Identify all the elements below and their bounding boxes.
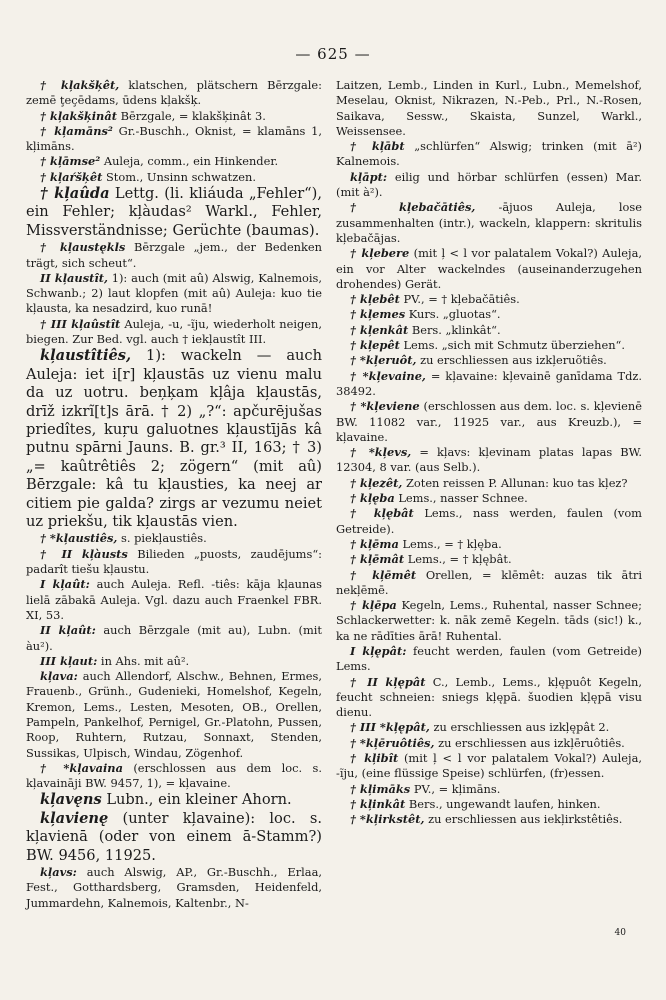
- entry-definition: Laitzen, Lemb., Linden in Kurl., Lubn., Memelshof, Meselau, Oknist, Nikrazen, N.-Peb., Prl., N.-Rosen, Saikava, Sessw., Skaista, Sunzel, Warkl., Weissensee.: [336, 78, 642, 138]
- entry-headword: † II kļàusts: [40, 546, 128, 561]
- entry-definition: (erschlossen aus dem. loc. s. kļevienē BW. 11082 var., 11925 var., aus Kreuzb.), = kļavaine.: [336, 399, 642, 444]
- entry-definition: Auleja, -u, -ĩju, wiederholt neigen, biegen. Zur Bed. vgl. auch † iekļaustît III.: [26, 316, 322, 347]
- entry-headword: III kļaut:: [40, 653, 98, 668]
- entry-definition: Gr.-Buschh., Oknist, = klamāns 1, kļimāns.: [26, 123, 322, 154]
- entry-definition: zu erschliessen aus izkļēruôtiês.: [434, 735, 625, 750]
- entry-definition: „schlürfen“ Alswig; trinken (mit ā²) Kalnemois.: [336, 139, 643, 169]
- entry-definition: zu erschliessen aus iekļirkstêtiês.: [424, 812, 623, 827]
- entry-headword: † kļepêt: [350, 338, 400, 353]
- entry-headword: † kļakšķinât: [40, 108, 117, 123]
- dictionary-entry: [26, 240, 322, 271]
- entry-headword: I kļępât:: [350, 643, 407, 658]
- entry-headword: kļavienę: [40, 809, 109, 827]
- entry-definition: Kurs. „gluotas“.: [405, 307, 501, 322]
- entry-definition: (mit ļ < l vor palatalem Vokal?) Auleja, -ĩju, (eine flüssige Speise) schlürfen, (fr)essen.: [336, 751, 642, 781]
- entry-definition: Lems., = † kļębât.: [404, 552, 512, 567]
- entry-headword: † kļezêt,: [350, 475, 403, 490]
- entry-definition: (erschlossen aus dem loc. s. kļavaināji BW. 9457, 1), = kļavaine.: [26, 760, 322, 791]
- entry-definition: Lems., nasser Schnee.: [394, 491, 528, 506]
- entry-definition: auch Auleja. Refl. -tiês: kāja kļaunas lielā zābakā Auleja. Vgl. dazu auch Fraenkel FBR. XI, 53.: [26, 577, 322, 622]
- dictionary-entry: [26, 78, 322, 109]
- dictionary-entry: [26, 791, 322, 809]
- page-number: — 625 —: [295, 45, 371, 63]
- entry-headword: † kļibît: [350, 751, 399, 766]
- dictionary-entry: [336, 353, 642, 368]
- dictionary-entry: [336, 537, 642, 552]
- entry-definition: 1): auch (mit aû) Alswig, Kalnemois, Schwanb.; 2) laut klopfen (mit aû) Auleja: kuo tie kļausta, ka nesadzird, kuo runā!: [26, 270, 322, 316]
- entry-headword: † kļaŕšķêt: [40, 169, 103, 184]
- entry-headword: † kļamāns²: [40, 123, 113, 138]
- entry-headword: † *kļaustiês,: [40, 531, 118, 546]
- entry-definition: klatschen, plätschern Bērzgale: zemē ţeçēdams, ūdens kļakšķ.: [26, 78, 322, 108]
- entry-definition: Bērzgale „jem., der Bedenken trägt, sich scheut“.: [26, 240, 322, 270]
- entry-definition: in Ahs. mit aû².: [97, 653, 190, 668]
- entry-headword: kļava:: [40, 669, 78, 684]
- dictionary-entry: [336, 445, 642, 476]
- dictionary-entry: [26, 271, 322, 317]
- right-column: [336, 78, 642, 828]
- dictionary-entry: [26, 865, 322, 911]
- entry-headword: † II kļępât: [350, 674, 426, 689]
- dictionary-entry: [336, 552, 642, 567]
- dictionary-entry: [336, 369, 642, 400]
- dictionary-entry: [336, 736, 642, 751]
- entry-definition: 1): wackeln — auch Auleja: iet i[r] kļaustās uz vienu malu da uz uotru. beņķam kļâja kļaustās, drīž izkrĩ[t]s ārā. † 2) „?“: apčurējušas priedîtes, kuŗu galuotnes kļaustījās kâ putnu spārni Jauns. B. gr.³ II, 163; † 3) „= kaûtrêtiês 2; zögern“ (mit aû) Bērzgale: kâ tu kļausties, ka neej ar citiem pie galda? zirgs ar vezumu neiet uz priekšu, tik kļaustās vien.: [26, 347, 322, 531]
- entry-headword: II kļaût:: [40, 623, 96, 638]
- printer-signature: 40: [614, 928, 626, 938]
- dictionary-entry: [336, 323, 642, 338]
- dictionary-entry: [26, 547, 322, 578]
- entry-definition: s. piekļaustiês.: [117, 531, 207, 546]
- dictionary-entry: [26, 577, 322, 623]
- dictionary-entry: [336, 782, 642, 797]
- entry-headword: † kļębât: [350, 506, 414, 521]
- entry-headword: † kļinkât: [350, 796, 406, 811]
- entry-definition: Lettg. (li. kliáuda „Fehler“), ein Fehler; kļàudas² Warkl., Fehler, Missverständnisse; Gerüchte (baumas).: [26, 185, 322, 239]
- entry-definition: Lems. „sich mit Schmutz überziehen“.: [399, 338, 625, 353]
- dictionary-entry: [336, 720, 642, 735]
- entry-headword: I kļaût:: [40, 577, 90, 592]
- entry-headword: II kļaustît,: [40, 270, 108, 285]
- entry-headword: † kļakšķêt,: [40, 78, 120, 92]
- entry-headword: † kļebere: [350, 246, 410, 261]
- entry-definition: Bers. „klinkât“.: [408, 322, 501, 337]
- entry-definition: -ājuos Auleja, lose zusammenhalten (intr.), wackeln, klappern: skritulis kļebačājas.: [336, 200, 642, 245]
- entry-headword: † *kļeviene: [350, 399, 420, 414]
- entry-definition: Auleja, comm., ein Hinkender.: [100, 154, 279, 169]
- dictionary-entry: [26, 109, 322, 124]
- entry-headword: † *kļēruôtiês,: [350, 735, 435, 750]
- dictionary-entry: [26, 531, 322, 546]
- dictionary-entry: [26, 154, 322, 169]
- dictionary-entry: [336, 506, 642, 537]
- dictionary-entry: [336, 598, 642, 644]
- entry-headword: kļaustîtiês,: [40, 347, 132, 365]
- dictionary-entry: [26, 347, 322, 531]
- entry-headword: † kļenkât: [350, 322, 409, 337]
- dictionary-entry: [336, 751, 642, 782]
- entry-definition: (unter kļavaine): loc. s. kļavienā (oder von einem ā-Stamm?) BW. 9456, 11925.: [26, 809, 322, 864]
- dictionary-entry: [336, 246, 642, 292]
- dictionary-entry: [336, 568, 642, 599]
- dictionary-entry: [26, 170, 322, 185]
- entry-headword: † kļęba: [350, 491, 395, 506]
- entry-definition: Lems., = † kļęba.: [398, 536, 502, 551]
- dictionary-entry: [336, 292, 642, 307]
- entry-definition: auch Bērzgale (mit au), Lubn. (mit àu²).: [26, 623, 322, 653]
- entry-definition: Zoten reissen P. Allunan: kuo tas kļez?: [402, 475, 628, 490]
- entry-headword: † kļēma: [350, 536, 399, 551]
- entry-definition: C., Lemb., Lems., kļępuôt Kegeln, feucht schneien: sniegs kļępā. šuodien kļępā visu dienu.: [336, 674, 642, 720]
- entry-definition: Bers., ungewandt laufen, hinken.: [405, 796, 601, 811]
- entry-headword: † kļēmât: [350, 552, 405, 567]
- entry-headword: † kļebačātiês,: [350, 200, 476, 215]
- entry-headword: † kļēpa: [350, 598, 397, 613]
- entry-headword: † III kļaûstît: [40, 316, 121, 331]
- left-column: [26, 78, 322, 911]
- entry-definition: (mit ļ < l vor palatalem Vokal?) Auleja, ein vor Alter wackelndes (auseinanderzugehen drohendes) Gerät.: [336, 246, 642, 291]
- dictionary-entry: [336, 200, 642, 246]
- entry-headword: † kļemes: [350, 307, 406, 322]
- dictionary-entry: [26, 124, 322, 155]
- dictionary-entry: [26, 654, 322, 669]
- entry-definition: zu erschliessen aus izkļępât 2.: [429, 720, 610, 735]
- dictionary-entry: [336, 307, 642, 322]
- entry-headword: † *kļavaina: [40, 760, 123, 775]
- dictionary-entry: [336, 139, 642, 170]
- entry-headword: † kļābt: [350, 139, 405, 154]
- dictionary-entry: [336, 476, 642, 491]
- entry-definition: Stom., Unsinn schwatzen.: [102, 169, 256, 184]
- entry-definition: eilig und hörbar schlürfen (essen) Mar. (mit à²).: [336, 169, 642, 200]
- entry-definition: feucht werden, faulen (vom Getreide) Lems.: [336, 643, 642, 674]
- entry-headword: kļāpt:: [350, 169, 388, 184]
- dictionary-entry: [336, 491, 642, 506]
- entry-headword: † kļēmêt: [350, 567, 417, 582]
- dictionary-entry: [26, 761, 322, 792]
- entry-definition: auch Allendorf, Alschw., Behnen, Ermes, Frauenb., Grünh., Gudenieki, Homelshof, Kegeln, Kremon, Lems., Lesten, Mesoten, OB., Orellen, Pampeln, Pankelhof, Pernigel, Gr.-Platohn, Pussen, Roop, Ruhtern, Rutzau, Sonnaxt, Stenden, Sussikas, Ulpisch, Windau, Zögenhof.: [26, 669, 322, 760]
- dictionary-entry: [26, 623, 322, 654]
- entry-headword: † *kļevs,: [350, 445, 412, 460]
- dictionary-entry: [336, 338, 642, 353]
- entry-definition: auch Alswig, AP., Gr.-Buschh., Erlaa, Fest., Gotthardsberg, Gramsden, Heidenfeld, Jummardehn, Kalnemois, Kaltenbr., N-: [26, 865, 322, 910]
- dictionary-entry: [26, 317, 322, 348]
- entry-definition: Orellen, = klēmêt: auzas tik ātri nekļēmē.: [336, 567, 642, 597]
- entry-definition: Lems., nass werden, faulen (vom Getreide).: [336, 506, 642, 536]
- entry-definition: PV., = kļimāns.: [410, 781, 501, 796]
- dictionary-entry: [26, 810, 322, 865]
- entry-headword: kļavs:: [40, 865, 77, 880]
- entry-headword: † kļaûda: [40, 185, 110, 203]
- dictionary-entry: [336, 78, 642, 139]
- dictionary-entry: [336, 675, 642, 721]
- dictionary-entry: [336, 644, 642, 675]
- entry-definition: = kļavs: kļevinam platas lapas BW. 12304, 8 var. (aus Selb.).: [336, 445, 642, 475]
- entry-headword: kļavęns: [40, 791, 102, 809]
- entry-headword: † kļimāks: [350, 781, 411, 796]
- entry-definition: PV., = † kļebačātiês.: [399, 292, 520, 307]
- dictionary-entry: [336, 812, 642, 827]
- dictionary-entry: [26, 185, 322, 240]
- entry-headword: † kļebêt: [350, 292, 400, 307]
- entry-headword: † kļaustękls: [40, 240, 126, 255]
- entry-headword: † III *kļępât,: [350, 720, 430, 735]
- entry-definition: Bērzgale, = klakšķinât 3.: [116, 108, 266, 123]
- entry-headword: † *kļevaine,: [350, 368, 426, 383]
- entry-definition: = kļavaine: kļevainē ganīdama Tdz. 38492.: [336, 368, 642, 398]
- dictionary-entry: [336, 399, 642, 445]
- entry-definition: Kegeln, Lems., Ruhental, nasser Schnee; Schlackerwetter: k. nāk zemē Kegeln. tāds (sic!) k., ka ne rādīties ārā! Ruhental.: [336, 598, 643, 643]
- entry-headword: † *kļeruôt,: [350, 353, 417, 368]
- dictionary-entry: [26, 669, 322, 761]
- dictionary-entry: [336, 170, 642, 201]
- entry-headword: † *kļirkstêt,: [350, 812, 425, 827]
- entry-definition: zu erschliessen aus izkļeruõtiês.: [416, 353, 607, 368]
- dictionary-entry: [336, 797, 642, 812]
- entry-definition: Lubn., ein kleiner Ahorn.: [101, 791, 292, 809]
- entry-headword: † kļāmse²: [40, 154, 101, 169]
- entry-definition: Bilieden „puosts, zaudējums“: padarît tiešu kļaustu.: [26, 546, 322, 577]
